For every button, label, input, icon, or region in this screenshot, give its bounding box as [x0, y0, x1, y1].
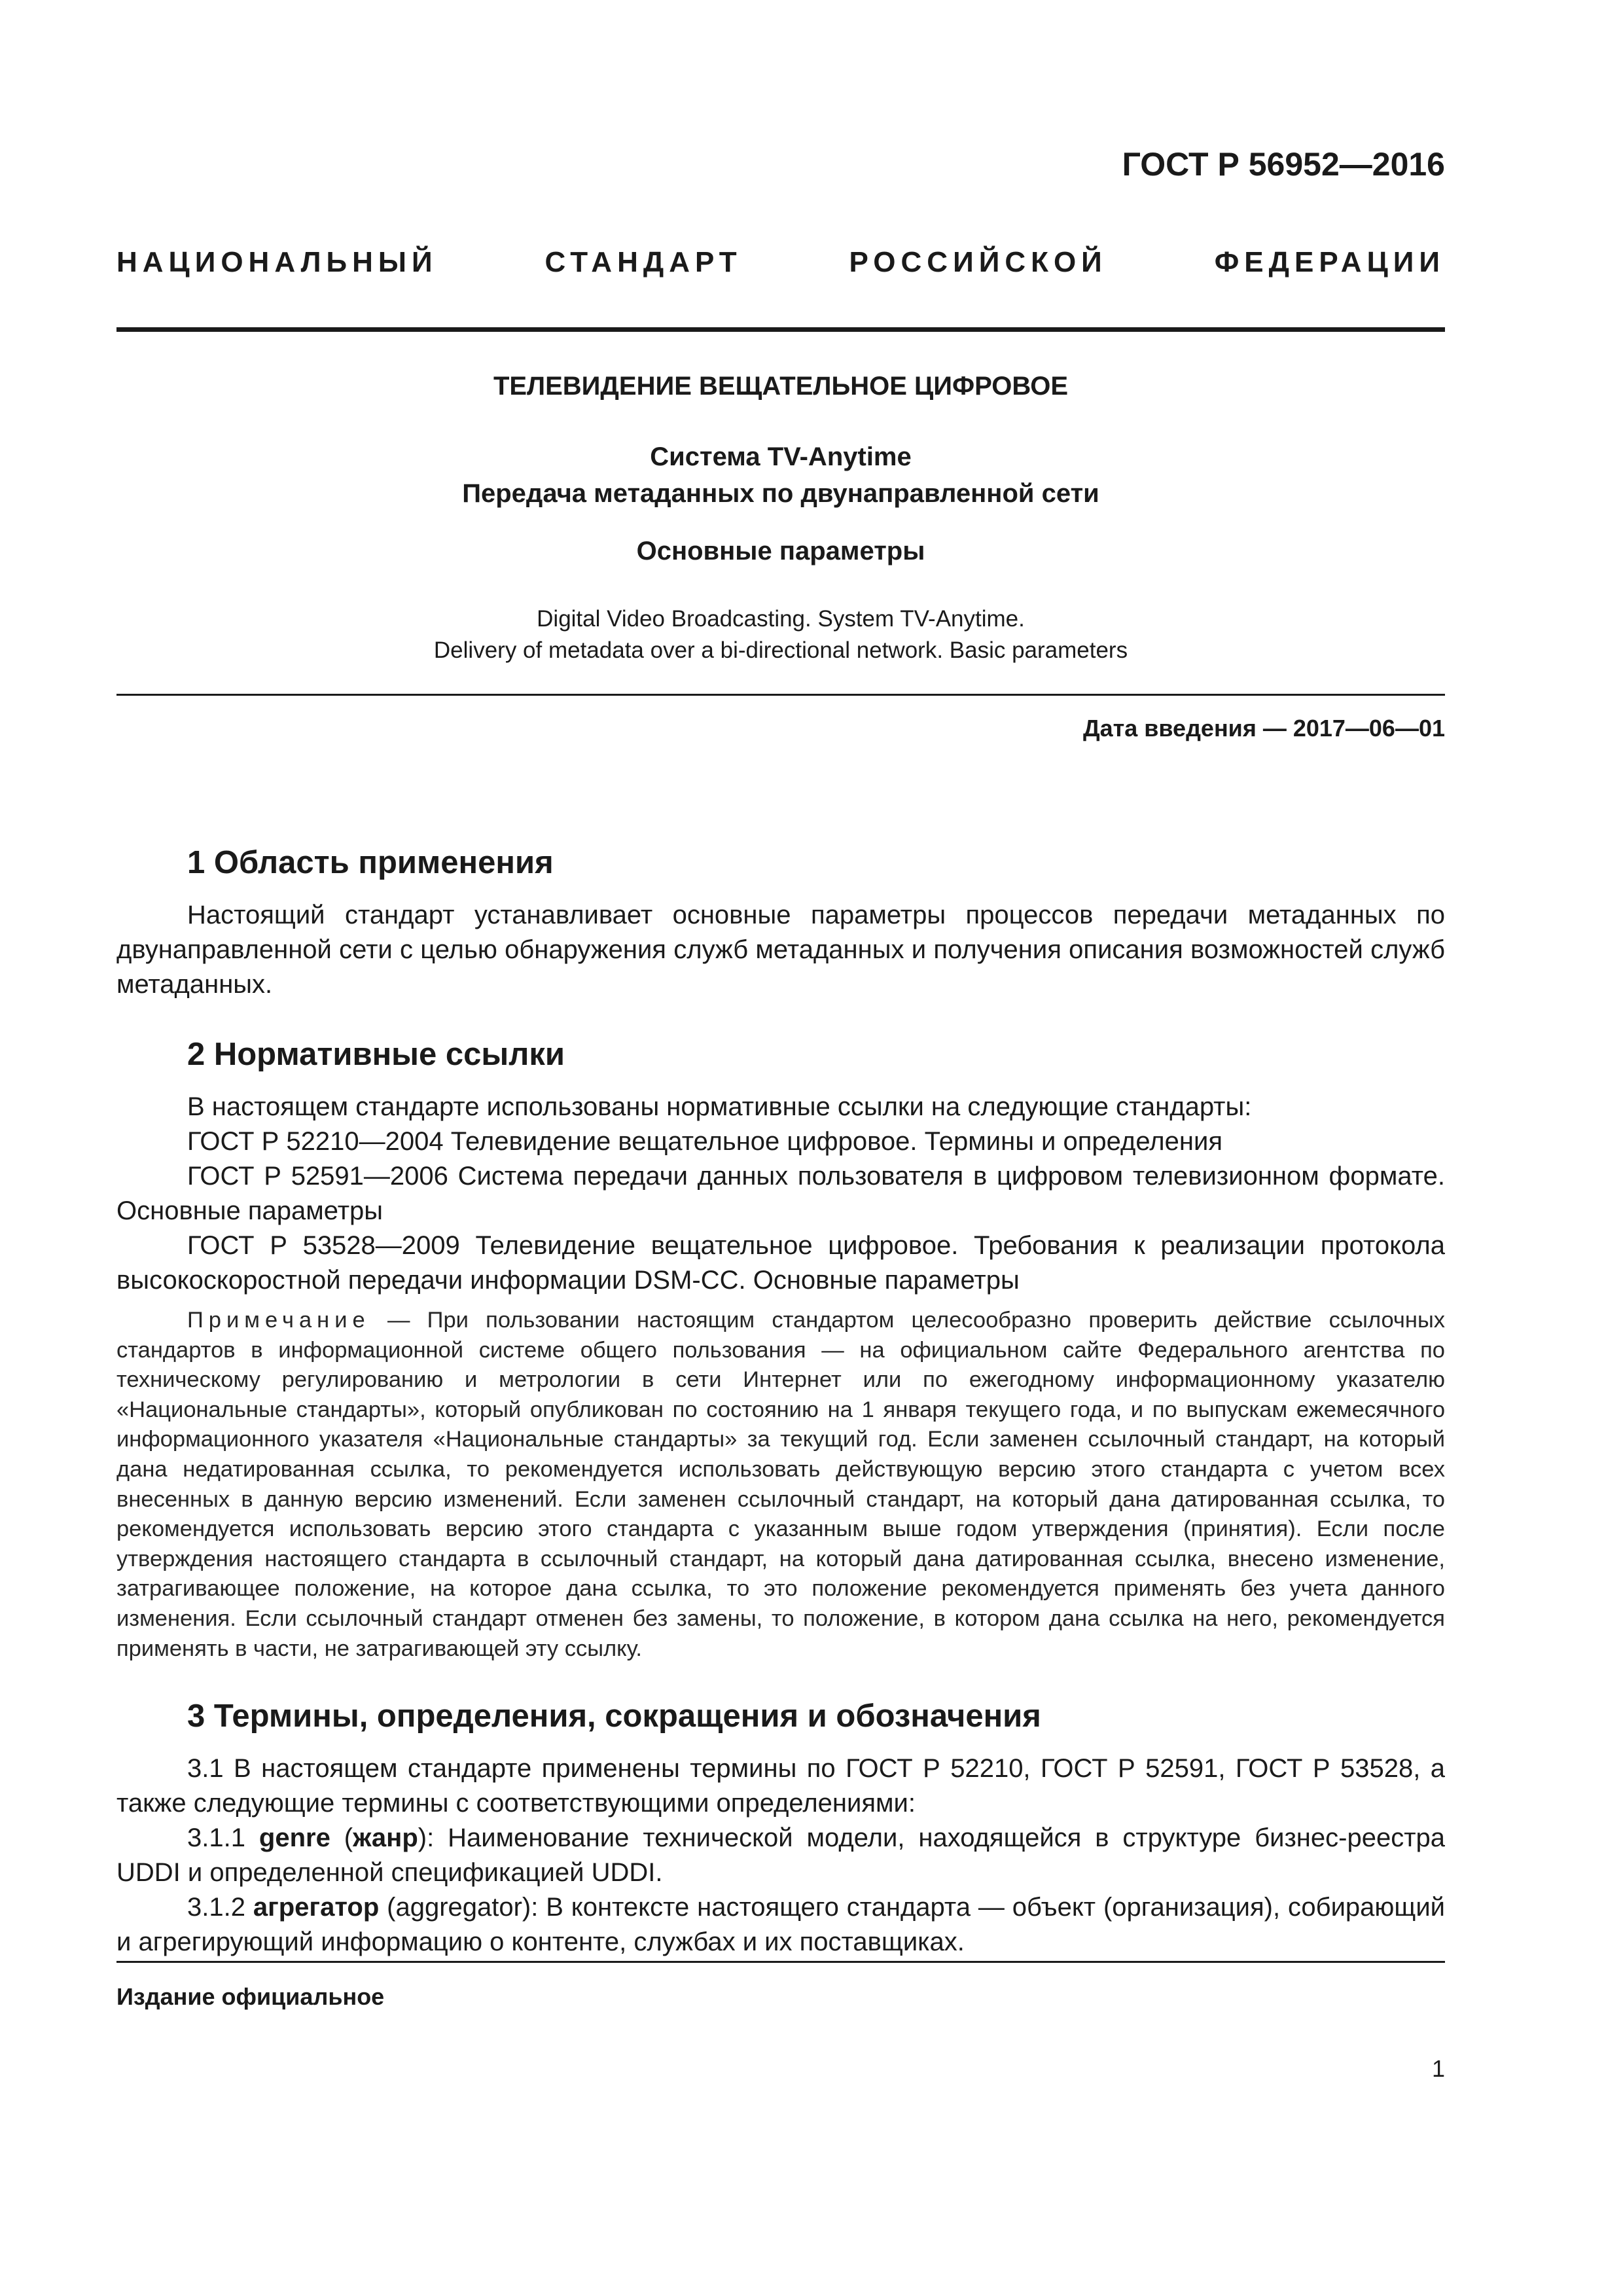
introduction-date: Дата введения — 2017—06—01 [1082, 715, 1445, 742]
term-3-1-2-definition: (aggregator): В контексте настоящего стандарта — объект (организация), собирающий и агрегирующий информацию о контенте, службах и их поставщиках. [116, 1893, 1446, 1957]
edition-label: Издание официальное [116, 1983, 385, 2010]
title-sub-line-1: Система TV-Anytime [650, 442, 912, 471]
title-divider [116, 694, 1445, 696]
main-content [116, 842, 1445, 1960]
title-sub-line-3: Основные параметры [636, 537, 925, 565]
term-3-1-1 [116, 1821, 1445, 1890]
document-number: ГОСТ Р 56952—2016 [1122, 146, 1445, 183]
org-word-2: СТАНДАРТ [544, 246, 742, 278]
section-2-note [116, 1306, 1445, 1664]
term-3-1-1-open: ( [330, 1823, 353, 1853]
section-2-reference-1: ГОСТ Р 52210—2004 Телевидение вещательное цифровое. Термины и определения [187, 1127, 1222, 1156]
section-2-heading: 2 Нормативные ссылки [187, 1037, 565, 1072]
section-2-paragraph-intro: В настоящем стандарте использованы нормативные ссылки на следующие стандарты: [187, 1092, 1252, 1121]
page-number: 1 [1431, 2055, 1445, 2082]
header-divider [116, 327, 1445, 332]
term-3-1-1-definition: ): Наименование технической модели, находящейся в структуре бизнес-реестра UDDI и определенной спецификацией UDDI. [116, 1823, 1446, 1888]
title-english [116, 603, 1445, 666]
term-3-1-2-number: 3.1.2 [187, 1893, 253, 1922]
term-3-1-2-term: агрегатор [253, 1893, 380, 1922]
section-2-reference-3: ГОСТ Р 53528—2009 Телевидение вещательное цифровое. Требования к реализации протокола высокоскоростной передачи информации DSM-CC. Основные параметры [116, 1231, 1445, 1295]
section-2-reference-2: ГОСТ Р 52591—2006 Система передачи данных пользователя в цифровом телевизионном формате. Основные параметры [116, 1162, 1445, 1225]
section-3-heading: 3 Термины, определения, сокращения и обозначения [187, 1698, 1041, 1734]
organization-line [116, 246, 1445, 279]
org-word-4: ФЕДЕРАЦИИ [1214, 246, 1445, 278]
note-text: — При пользовании настоящим стандартом целесообразно проверить действие ссылочных стандартов в информационной системе общего пользования — на официальном сайте Федерального агентства по техническому регулированию и метрологии в сети Интернет или по ежегодному информационному указателю «Национальные стандарты», который опубликован по состоянию на 1 января текущего года, и по выпускам ежемесячного информационного указателя «Национальные стандарты» за текущий год. Если заменен ссылочный стандарт, на который дана недатированная ссылка, то рекомендуется использовать действующую версию этого стандарта с учетом всех внесенных в данную версию изменений. Если заменен ссылочный стандарт, на который дана датированная ссылка, то рекомендуется использовать версию этого стандарта с указанным выше годом утверждения (принятия). Если после утверждения настоящего стандарта в ссылочный стандарт, на который дана датированная ссылка, внесено изменение, затрагивающее положение, на которое дана ссылка, то это положение рекомендуется применять без учета данного изменения. Если ссылочный стандарт отменен без замены, то положение, в котором дана ссылка на него, рекомендуется применять в части, не затрагивающей эту ссылку. [116, 1308, 1445, 1661]
title-sub-line-2: Передача метаданных по двунаправленной сети [462, 479, 1099, 508]
section-3-paragraph-intro: 3.1 В настоящем стандарте применены термины по ГОСТ Р 52210, ГОСТ Р 52591, ГОСТ Р 53528, а также следующие термины с соответствующими определениями: [116, 1754, 1445, 1818]
term-3-1-2 [116, 1890, 1445, 1960]
title-main: ТЕЛЕВИДЕНИЕ ВЕЩАТЕЛЬНОЕ ЦИФРОВОЕ [493, 372, 1069, 401]
term-3-1-1-term: genre [259, 1823, 330, 1853]
footer-divider [116, 1961, 1445, 1963]
term-3-1-1-number: 3.1.1 [187, 1823, 259, 1853]
section-1-paragraph: Настоящий стандарт устанавливает основные параметры процессов передачи метаданных по двунаправленной сети с целью обнаружения служб метаданных и получения описания возможностей служб метаданных. [116, 901, 1445, 999]
section-1-heading: 1 Область применения [187, 845, 554, 880]
term-3-1-1-term-ru: жанр [353, 1823, 418, 1853]
org-word-1: НАЦИОНАЛЬНЫЙ [116, 246, 438, 278]
org-word-3: РОССИЙСКОЙ [849, 246, 1107, 278]
title-subtitle [116, 439, 1445, 512]
note-label: Примечание [187, 1308, 370, 1333]
title-en-line-2: Delivery of metadata over a bi-directional network. Basic parameters [433, 637, 1128, 663]
title-en-line-1: Digital Video Broadcasting. System TV-Anytime. [537, 606, 1025, 632]
